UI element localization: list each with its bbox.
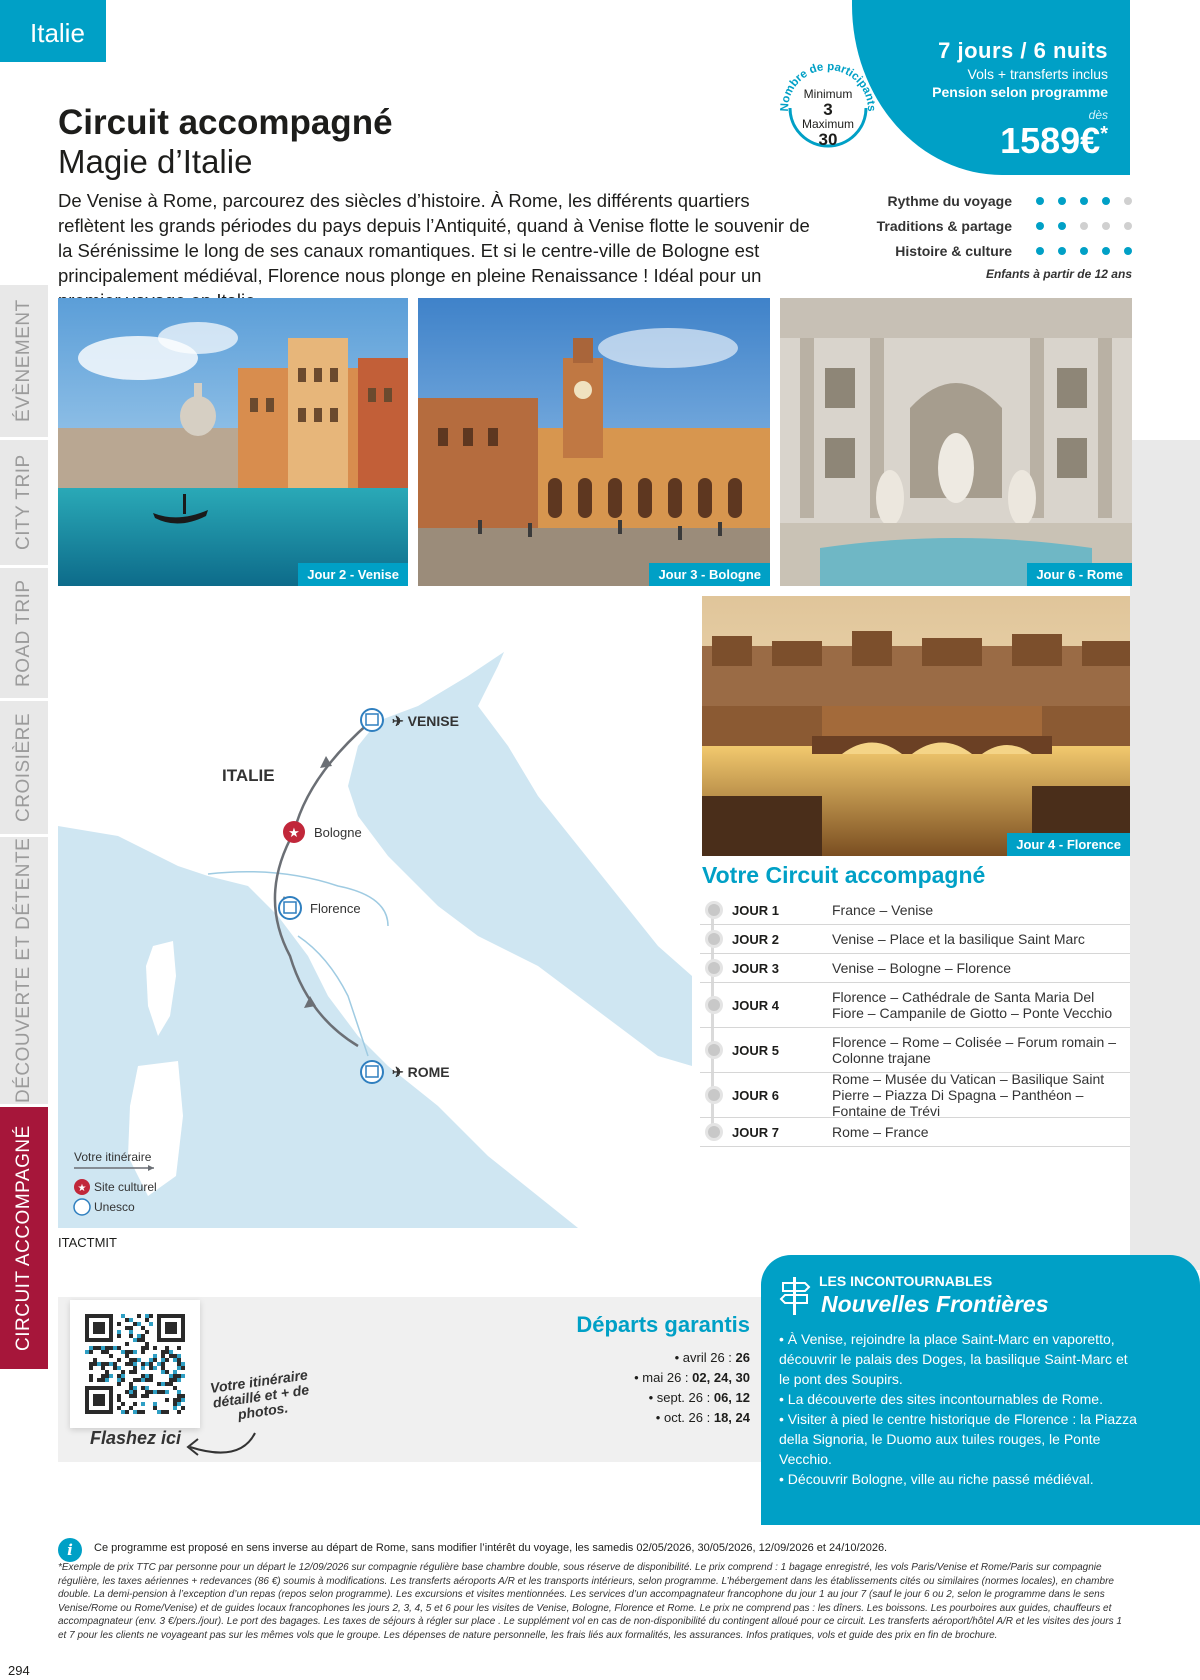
itinerary-map <box>58 596 692 1228</box>
qr-code[interactable] <box>70 1300 200 1428</box>
rating-row <box>860 213 1132 238</box>
map-pin-icon <box>705 1123 723 1141</box>
photo-rome <box>780 298 1132 586</box>
photo-caption: Jour 2 - Venise <box>298 563 408 586</box>
departure-days: 26 <box>735 1350 750 1365</box>
rating-dot <box>1102 247 1110 255</box>
itinerary-row <box>700 983 1130 1028</box>
info-icon: i <box>58 1538 82 1562</box>
intro-text: De Venise à Rome, parcourez des siècles d’histoire. À Rome, les différents quartiers reflètent les grands périodes du pays depuis l’Antiquité, quand à Venise flotte le souvenir de la Sérénissime le long de ses canaux romantiques. Et si le centre-ville de Bologne est principalement médiéval, Florence nous plonge en pleine Renaissance ! Idéal pour un <box>58 190 810 286</box>
duration: 7 jours / 6 nuits <box>938 38 1108 63</box>
rating-dot <box>1058 197 1066 205</box>
itinerary-row <box>700 896 1130 925</box>
rating-dot <box>1058 222 1066 230</box>
rating-dot <box>1058 247 1066 255</box>
photo-venise <box>58 298 408 586</box>
curved-arrow-icon <box>180 1425 260 1470</box>
itinerary-day: JOUR 4 <box>732 997 779 1013</box>
page-subtitle: Magie d’Italie <box>58 143 253 180</box>
rating-dot <box>1124 197 1132 205</box>
legend-unesco: Unesco <box>94 1200 135 1214</box>
rating-dot <box>1102 222 1110 230</box>
map-city-bologne: Bologne <box>314 825 362 840</box>
country-tab: Italie <box>0 0 106 62</box>
map-city-venise: VENISE <box>407 713 459 729</box>
rating-dot <box>1036 247 1044 255</box>
departure-month: avril 26 : <box>682 1350 732 1365</box>
itinerary-text: France – Venise <box>832 902 934 918</box>
florence-ponte-vecchio-image <box>702 596 1130 856</box>
map-pin-icon <box>705 901 723 919</box>
venice-canal-image <box>58 298 408 586</box>
photo-caption: Jour 4 - Florence <box>1007 833 1130 856</box>
photo-bologne <box>418 298 770 586</box>
qr-note: Votre itinéraire détaillé et + de photos. <box>209 1366 311 1423</box>
trip-code: ITACTMIT <box>58 1235 117 1250</box>
rating-dot <box>1036 197 1044 205</box>
map-pin-icon <box>705 959 723 977</box>
itinerary-title: Votre Circuit accompagné <box>702 862 986 888</box>
participants-badge <box>778 58 878 158</box>
departures-title: Départs garantis <box>576 1312 750 1337</box>
rating-dot <box>1080 222 1088 230</box>
bullet: • <box>674 1350 683 1365</box>
side-nav-item[interactable]: DÉCOUVERTE ET DÉTENTE <box>0 837 48 1107</box>
highlight-item: • Découvrir Bologne, ville au riche passé médiéval. <box>779 1471 1094 1487</box>
itinerary-text: Rome – France <box>832 1124 929 1140</box>
map-city-florence: Florence <box>310 901 361 916</box>
min-value: 3 <box>823 100 833 119</box>
side-nav-item[interactable]: ROAD TRIP <box>0 568 48 701</box>
itinerary-row <box>700 1028 1130 1073</box>
brand-name: Nouvelles Frontières <box>821 1291 1049 1317</box>
highlight-item: • À Venise, rejoindre la place Saint-Marc en vaporetto, découvrir le palais des Doges, la basilique Saint-Marc et le pont des Soupirs. <box>779 1331 1128 1387</box>
rating-label: Traditions & partage <box>876 217 1012 234</box>
map-pin-icon <box>705 1041 723 1059</box>
departure-month: sept. 26 : <box>656 1390 711 1405</box>
rating-dot <box>1124 222 1132 230</box>
flights-included: Vols + transferts inclus <box>967 66 1108 82</box>
legend-site: Site culturel <box>94 1180 157 1194</box>
itinerary-text: Venise – Bologne – Florence <box>832 960 1012 976</box>
itinerary-row <box>700 925 1130 954</box>
departure-days: 02, 24, 30 <box>692 1370 750 1385</box>
highlight-item: • Visiter à pied le centre historique de Florence : la Piazza della Signoria, le Duomo aux tuiles rouges, le Ponte Vecchio. <box>779 1411 1137 1467</box>
rating-row <box>860 188 1132 213</box>
departure-days: 18, 24 <box>713 1410 750 1425</box>
map-pin-icon <box>705 1086 723 1104</box>
itinerary-day: JOUR 1 <box>732 902 779 918</box>
itinerary-day: JOUR 3 <box>732 960 779 976</box>
itinerary-text: Rome – Musée du Vatican – Basilique Saint Pierre – Piazza Di Spagna – Panthéon – Fontaine de Trévi <box>832 1071 1105 1119</box>
itinerary-day: JOUR 5 <box>732 1042 779 1058</box>
svg-text:★: ★ <box>288 826 300 841</box>
rating-row <box>860 238 1132 263</box>
board-type: Pension selon programme <box>932 84 1108 100</box>
bullet: • <box>648 1390 657 1405</box>
photo-caption: Jour 6 - Rome <box>1027 563 1132 586</box>
incontournables-list <box>779 1329 1139 1489</box>
signpost-icon <box>779 1273 811 1317</box>
departure-days: 06, 12 <box>713 1390 750 1405</box>
svg-text:★: ★ <box>77 1183 87 1194</box>
rating-dot <box>1080 197 1088 205</box>
itinerary-text: Florence – Cathédrale de Santa Maria Del Fiore – Campanile de Giotto – Ponte Vecchio <box>832 989 1113 1021</box>
photo-florence <box>702 596 1130 856</box>
departure-row <box>560 1368 750 1388</box>
qr-code-icon <box>70 1300 200 1428</box>
page-title: Circuit accompagné <box>58 103 393 142</box>
itinerary-row <box>700 954 1130 983</box>
map-city-rome: ROME <box>407 1064 450 1080</box>
map-pin-icon <box>705 930 723 948</box>
itinerary-text: Venise – Place et la basilique Saint Marc <box>832 931 1085 947</box>
page-number: 294 <box>8 1663 30 1678</box>
side-nav-item[interactable]: CITY TRIP <box>0 440 48 568</box>
itinerary-list <box>700 896 1130 1147</box>
bullet: • <box>634 1370 643 1385</box>
participants-arc-label: Nombre de participants <box>778 60 878 112</box>
info-note: Ce programme est proposé en sens inverse au départ de Rome, sans modifier l’intérêt du voyage, les samedis 02/05/2026, 30/05/2026, 12/09/2026 et 24/10/2026. <box>94 1542 888 1554</box>
itinerary-day: JOUR 7 <box>732 1124 779 1140</box>
rating-label: Rythme du voyage <box>887 192 1012 209</box>
highlight-item: • La découverte des sites incontournables de Rome. <box>779 1391 1103 1407</box>
itinerary-text: Florence – Rome – Colisée – Forum romain – Colonne trajane <box>832 1034 1117 1066</box>
incontournables-box <box>761 1255 1200 1525</box>
rating-label: Histoire & culture <box>895 242 1012 259</box>
ratings <box>860 188 1132 281</box>
price-badge <box>852 0 1130 175</box>
departure-row <box>560 1348 750 1368</box>
departure-month: oct. 26 : <box>663 1410 711 1425</box>
legend-route: Votre itinéraire <box>74 1150 152 1164</box>
departure-row <box>560 1408 750 1428</box>
max-value: 30 <box>818 130 838 149</box>
bullet: • <box>655 1410 664 1425</box>
rating-dot <box>1102 197 1110 205</box>
side-nav-item[interactable]: CROISIÈRE <box>0 701 48 837</box>
trevi-fountain-image <box>780 298 1132 586</box>
photo-caption: Jour 3 - Bologne <box>649 563 770 586</box>
rating-dot <box>1124 247 1132 255</box>
kids-note: Enfants à partir de 12 ans <box>985 267 1132 281</box>
qr-label: Flashez ici <box>90 1428 182 1448</box>
map-pin-icon <box>705 996 723 1014</box>
departure-month: mai 26 : <box>642 1370 689 1385</box>
side-nav-item[interactable]: ÉVÈNEMENT <box>0 285 48 440</box>
itinerary-row <box>700 1073 1130 1118</box>
bologna-square-image <box>418 298 770 586</box>
price-from-label: dès <box>1088 108 1108 122</box>
departure-row <box>560 1388 750 1408</box>
fine-print: *Exemple de prix TTC par personne pour un départ le 12/09/2026 sur compagnie régulière base chambre double, sous réserve de disponibilité. Le prix comprend : 1 bagage enregistré, les vols Paris/Venise et Rome/Paris sur compagnie régulière, les taxes aériennes + redevances (86 €) soumis à modifications. Les transferts aéroports A/R et les transports intérieurs, selon programme. L’hébergement dans les établissements cités ou similaires (normes locales), en chambre double. La demi-pension à l’exception d’un repas (repos selon programme). Les excursions et visites mentionnées. Les services d’un accompagnateur francophone du jour 1 au jour 7 (sauf le jour 6 ou 2, selon le programme dans le sens Venise/Rome ou Rome/Venise) et de guides locaux francophones les jours 2, 3, 4, 5 et 6 pour les visites de Venise, Bologne, Florence et Rome. Le prix ne comprend pas : les dîners. Les boissons. Les pourboires aux guides, chauffeurs et accompagnateur (env. 3 €/pers./jour). Le port des bagages. Les taxes de séjours à régler sur place . Le supplément vol en cas de non-disponibilité du contingent alloué pour ce circuit. Les transferts aéroport/hôtel A/R et les visites des jours 1 et 7 pour les clients ne voyageant pas sur les mêmes vols que le groupe. Les dépenses de nature personnelle, les frais liés aux formalités, les assurances. Infos pratiques, vols et guide des prix en fin de brochure. <box>58 1562 1122 1641</box>
itinerary-day: JOUR 6 <box>732 1087 779 1103</box>
italy-map-image <box>58 596 692 1228</box>
min-label: Minimum <box>803 87 853 101</box>
rating-dot <box>1080 247 1088 255</box>
map-country-label: ITALIE <box>222 766 275 785</box>
side-nav-item[interactable]: CIRCUIT ACCOMPAGNÉ <box>0 1107 48 1372</box>
svg-text:✈ ROME: ✈ ROME <box>392 1064 450 1080</box>
itinerary-day: JOUR 2 <box>732 931 779 947</box>
departures-list <box>560 1348 750 1428</box>
rating-dot <box>1036 222 1044 230</box>
price: 1589€* <box>1000 120 1108 161</box>
itinerary-row <box>700 1118 1130 1147</box>
svg-text:✈ VENISE: ✈ VENISE <box>392 713 459 729</box>
incontournables-heading: LES INCONTOURNABLES <box>819 1273 993 1289</box>
margin-band <box>1130 440 1200 1270</box>
max-label: Maximum <box>801 117 854 131</box>
